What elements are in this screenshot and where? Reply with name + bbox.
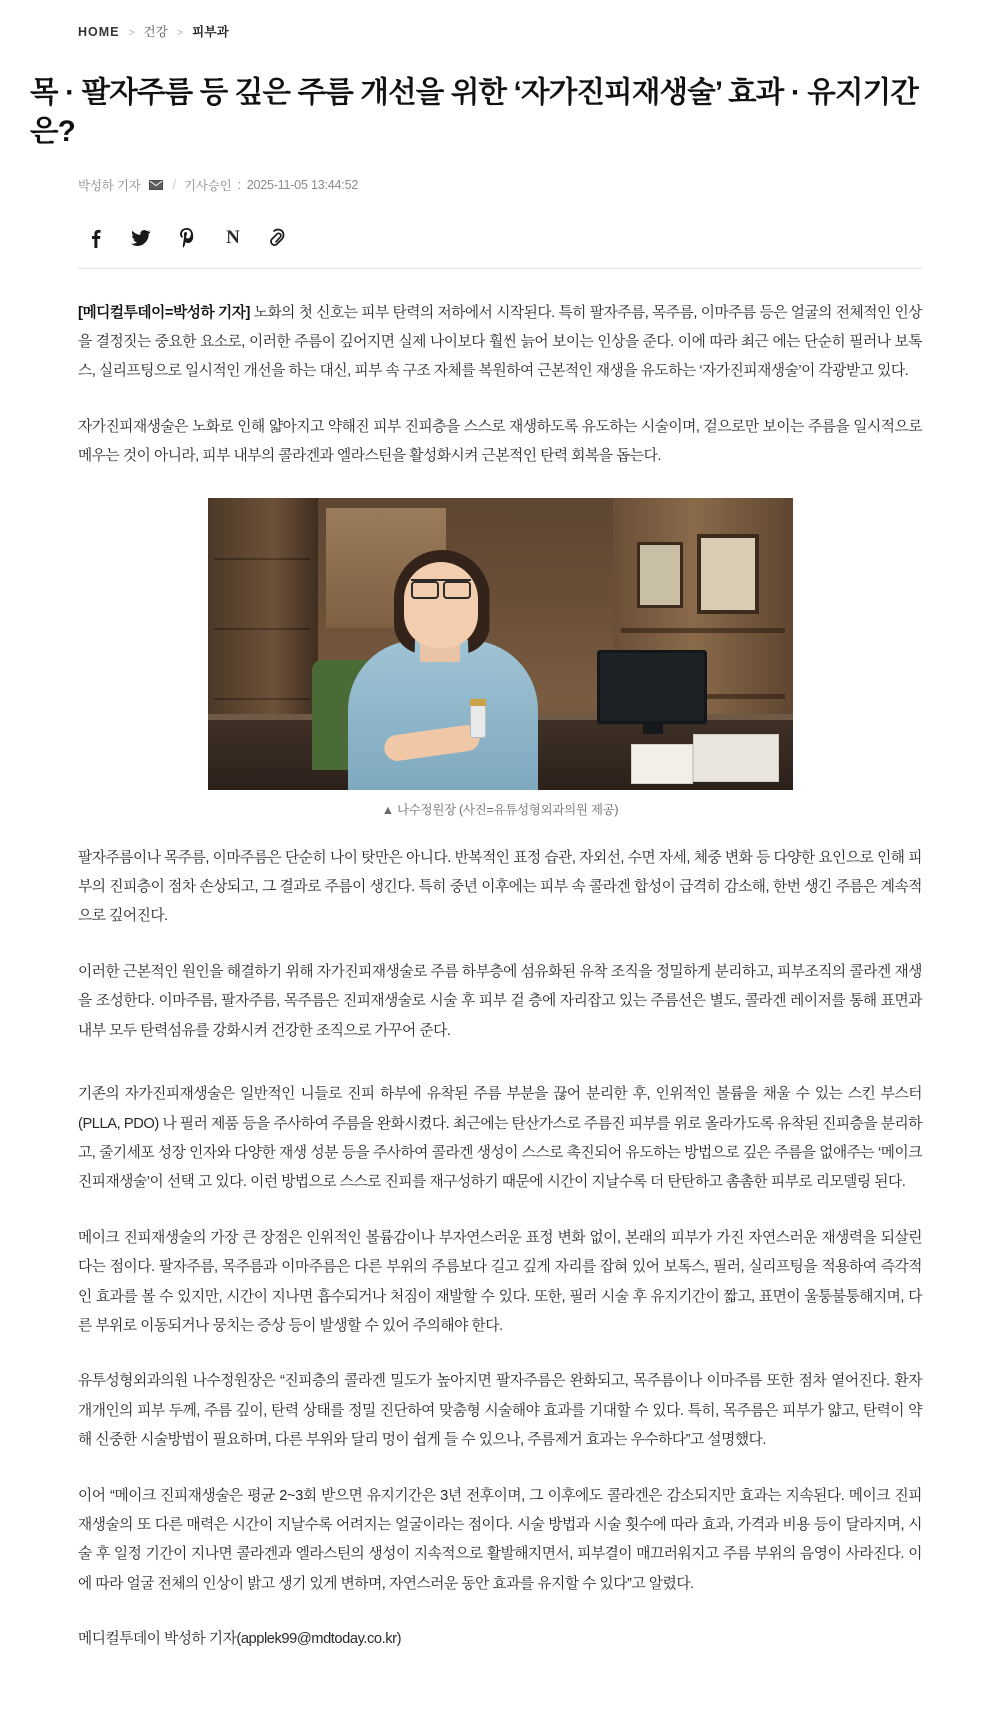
paragraph-3: 팔자주름이나 목주름, 이마주름은 단순히 나이 탓만은 아니다. 반복적인 표정 습관, 자외선, 수면 자세, 체중 변화 등 다양한 요인으로 인해 피부의 진피층이 점차 손상되고, 그 결과로 주름이 생긴다. 특히 중년 이후에는 피부 속 콜라겐 합성이 급격히 감소해, 한번 생긴 주름은 계속적으로 깊어진다. <box>78 849 922 925</box>
breadcrumb-item-dermatology[interactable]: 피부과 <box>192 25 229 39</box>
breadcrumb-separator-2: > <box>176 27 184 39</box>
breadcrumb-item-health[interactable]: 건강 <box>143 25 169 39</box>
breadcrumb <box>0 0 1000 40</box>
paragraph-2: 자가진피재생술은 노화로 인해 얇아지고 약해진 피부 진피층을 스스로 재생하도록 유도하는 시술이며, 겉으로만 보이는 주름을 일시적으로 메우는 것이 아니라, 피부 내부의 콜라겐과 엘라스틴을 활성화시켜 근본적인 탄력 회복을 돕는다. <box>78 418 922 465</box>
article-closing-credit: 메디컬투데이 박성하 기자(applek99@mdtoday.co.kr) <box>78 1631 402 1648</box>
breadcrumb-separator-1: > <box>128 27 135 39</box>
approval-colon: : <box>237 177 241 192</box>
mail-icon[interactable] <box>149 180 163 190</box>
article-figure <box>78 498 922 818</box>
approval-date: 2025-11-05 13:44:52 <box>246 177 359 192</box>
pinterest-share-icon[interactable] <box>176 226 198 250</box>
page-title: 목 · 팔자주름 등 깊은 주름 개선을 위한 ‘자가진피재생술’ 효과 · 유지기간은? <box>30 75 919 148</box>
paragraph-5: 기존의 자가진피재생술은 일반적인 니들로 진피 하부에 유착된 주름 부분을 끊어 분리한 후, 인위적인 볼륨을 채울 수 있는 스킨 부스터 (PLLA, PDO) 나 필러 제품 등을 주사하여 주름을 완화시켰다. 최근에는 탄산가스로 주름진 피부를 위로 올라가도록 유착된 진피층을 분리하고, 줄기세포 성장 인자와 다양한 재생 성분 등을 주사하여 콜라겐 생성이 스스로 촉진되어 유도하는 방법으로 깊은 주름을 없애주는 ‘메이크 진피재생술’이 선택 고 있다. 이런 방법으로 스스로 진피를 재구성하기 때문에 시간이 지날수록 더 탄탄하고 촘촘한 피부로 리모델링 된다. <box>78 1086 922 1191</box>
byline-separator: / <box>172 177 176 192</box>
share-bar-wrapper <box>0 216 1000 269</box>
article-body <box>0 269 1000 1655</box>
paragraph-1-text: 노화의 첫 신호는 피부 탄력의 저하에서 시작된다. 특히 팔자주름, 목주름, 이마주름 등은 얼굴의 전체적인 인상을 결정짓는 중요한 요소로, 이러한 주름이 깊어지면 실제 나이보다 훨씬 늙어 보이는 인상을 준다. 이에 따라 최근 에는 단순히 필러나 보톡스, 실리프팅으로 일시적인 개선을 하는 대신, 피부 속 구조 자체를 복원하여 근본적인 재생을 유도하는 ‘자가진피재생술’이 각광받고 있다. <box>78 304 922 380</box>
paragraph-7: 유투성형외과의원 나수정원장은 “진피층의 콜라겐 밀도가 높아지면 팔자주름은 완화되고, 목주름이나 이마주름 또한 점차 옅어진다. 환자 개개인의 피부 두께, 주름 깊이, 탄력 상태를 정밀 진단하여 맞춤형 시술해야 효과를 기대할 수 있다. 특히, 목주름은 피부가 얇고, 탄력이 약해 신중한 시술방법이 필요하며, 다른 부위와 달리 멍이 쉽게 들 수 있으나, 주름제거 효과는 우수하다”고 설명했다. <box>78 1373 922 1449</box>
band-share-icon[interactable] <box>268 226 290 250</box>
article-source-tag: [메디컬투데이=박성하 기자] <box>78 304 250 321</box>
facebook-share-icon[interactable] <box>84 226 106 250</box>
naver-share-icon[interactable] <box>222 226 244 250</box>
breadcrumb-home[interactable]: HOME <box>78 25 120 39</box>
paragraph-4: 이러한 근본적인 원인을 해결하기 위해 자가진피재생술로 주름 하부층에 섬유화된 유착 조직을 정밀하게 분리하고, 피부조직의 콜라겐 재생을 조성한다. 이마주름, 팔자주름, 목주름은 진피재생술로 시술 후 피부 겉 층에 자리잡고 있는 주름선은 별도, 콜라겐 레이저를 통해 표면과 내부 모두 탄력섬유를 강화시켜 건강한 조직으로 가꾸어 준다. <box>78 963 922 1039</box>
reporter-name: 박성하 기자 <box>78 178 141 193</box>
doctor-photo <box>208 498 793 790</box>
byline <box>0 176 1000 194</box>
approval-label: 기사승인 <box>183 178 232 193</box>
paragraph-8: 이어 “메이크 진피재생술은 평균 2~3회 받으면 유지기간은 3년 전후이며, 그 이후에도 콜라겐은 감소되지만 효과는 지속된다. 메이크 진피 재생술의 또 다른 매력은 시간이 지날수록 어려지는 얼굴이라는 점이다. 시술 방법과 시술 횟수에 따라 효과, 가격과 비용 등이 달라지며, 시술 후 일정 기간이 지나면 콜라겐과 엘라스틴의 생성이 지속적으로 활발해지면서, 피부결이 매끄러워지고 주름 부위의 음영이 사라진다. 이에 따라 얼굴 전체의 인상이 밝고 생기 있게 변하며, 자연스러운 동안 효과를 유지할 수 있다”고 알렸다. <box>78 1487 922 1592</box>
paragraph-6: 메이크 진피재생술의 가장 큰 장점은 인위적인 볼륨감이나 부자연스러운 표정 변화 없이, 본래의 피부가 가진 자연스러운 재생력을 되살린다는 점이다. 팔자주름, 목주름과 이마주름은 다른 부위의 주름보다 길고 깊게 자리를 잡혀 있어 보톡스, 필러, 실리프팅을 적용하여 즉각적인 효과를 볼 수 있지만, 시간이 지나면 흡수되거나 처짐이 재발할 수 있다. 또한, 필러 시술 후 유지기간이 짧고, 표면이 울퉁불퉁해지며, 다른 부위로 이동되거나 뭉치는 증상 등이 발생할 수 있어 주의해야 한다. <box>78 1229 922 1334</box>
naver-share-label: N <box>226 227 240 249</box>
share-bar <box>78 216 922 269</box>
twitter-share-icon[interactable] <box>130 226 152 250</box>
paragraph-1 <box>78 299 922 387</box>
figure-caption: ▲ 나수정원장 (사진=유튜성형외과의원 제공) <box>381 802 619 817</box>
